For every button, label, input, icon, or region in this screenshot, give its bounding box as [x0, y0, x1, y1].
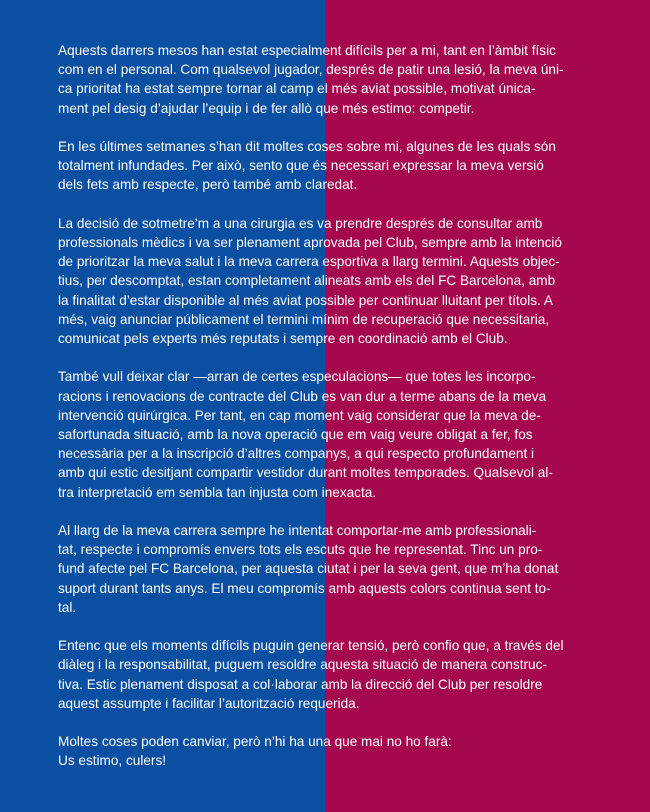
open-letter-text [58, 41, 606, 790]
paragraph-line: de prioritzar la meva salut i la meva carrera esportiva a llarg termini. Aquests objec- [58, 254, 560, 270]
letter-paragraph [58, 367, 606, 501]
paragraph-line: fund afecte pel FC Barcelona, per aquesta ciutat i per la seva gent, que m’ha donat [58, 561, 559, 577]
paragraph-line: tiva. Estic plenament disposat a col·laborar amb la direcció del Club per resoldre [58, 676, 543, 692]
letter-paragraph [58, 214, 606, 348]
paragraph-line: tat, respecte i compromís envers tots els escuts que he representat. Tinc un pro- [58, 542, 543, 558]
paragraph-line: amb qui estic desitjant compartir vestidor durant moltes temporades. Qualsevol al- [58, 465, 553, 481]
paragraph-line: ca prioritat ha estat sempre tornar al camp el més aviat possible, motivat únicа- [58, 81, 536, 97]
paragraph-line: dels fets amb respecte, però també amb claredat. [58, 177, 358, 193]
letter-paragraph [58, 41, 606, 118]
paragraph-line: totalment infundades. Per això, sento que és necessari expressar la meva versió [58, 158, 544, 174]
letter-paragraph [58, 137, 606, 195]
paragraph-line: comunicat pels experts més reputats i sempre en coordinació amb el Club. [58, 331, 508, 347]
paragraph-line: Us estimo, culers! [58, 753, 167, 769]
paragraph-line: tra interpretació em sembla tan injusta com inexacta. [58, 484, 377, 500]
paragraph-line: racions i renovacions de contracte del Club es van dur a terme abans de la meva [58, 388, 547, 404]
paragraph-line: tal. [58, 599, 77, 615]
paragraph-line: També vull deixar clar —arran de certes especulacions— que totes les incorpo- [58, 369, 536, 385]
paragraph-line: diàleg i la responsabilitat, puguem resoldre aquesta situació de manera construc- [58, 657, 547, 673]
paragraph-line: Moltes coses poden canviar, però n’hi ha una que mai no ho farà: [58, 734, 452, 750]
letter-paragraph [58, 732, 606, 770]
paragraph-line: la finalitat d’estar disponible al més aviat possible per continuar lluitant per títols. A [58, 292, 553, 308]
paragraph-line: Aquests darrers mesos han estat especialment difícils per a mi, tant en l’àmbit físic [58, 43, 556, 58]
paragraph-line: més, vaig anunciar públicament el termini mínim de recuperació que necessitaria, [58, 311, 550, 327]
paragraph-line: professionals mèdics i va ser plenament aprovada pel Club, sempre amb la intenció [58, 235, 562, 250]
paragraph-line: safortunada situació, amb la nova operació que em vaig veure obligat a fer, fos [58, 427, 533, 443]
paragraph-line: intervenció quirúrgica. Per tant, en cap moment vaig considerar que la meva de- [58, 407, 541, 423]
paragraph-line: Entenc que els moments difícils puguin generar tensió, però confio que, a través del [58, 638, 564, 654]
paragraph-line: necessària per a la inscripció d’altres companys, a qui respecto profundament i [58, 446, 535, 462]
paragraph-line: suport durant tants anys. El meu compromís amb aquests colors continua sent to- [58, 580, 551, 596]
letter-paragraph [58, 521, 606, 617]
paragraph-line: Al llarg de la meva carrera sempre he intentat comportar-me amb professionali- [58, 523, 537, 539]
paragraph-line: ment pel desig d’ajudar l’equip i de fer allò que més estimo: competir. [58, 100, 475, 116]
paragraph-line: La decisió de sotmetre’m a una cirurgia es va prendre després de consultar amb [58, 215, 543, 231]
paragraph-line: com en el personal. Com qualsevol jugador, després de patir una lesió, la meva úni- [58, 62, 564, 78]
paragraph-line: En les últimes setmanes s’han dit moltes coses sobre mi, algunes de les quals són [58, 139, 556, 154]
letter-paragraph [58, 636, 606, 713]
paragraph-line: aquest assumpte i facilitar l’autorització requerida. [58, 695, 360, 711]
paragraph-line: tius, per descomptat, estan completament alineats amb els del FC Barcelona, amb [58, 273, 556, 289]
